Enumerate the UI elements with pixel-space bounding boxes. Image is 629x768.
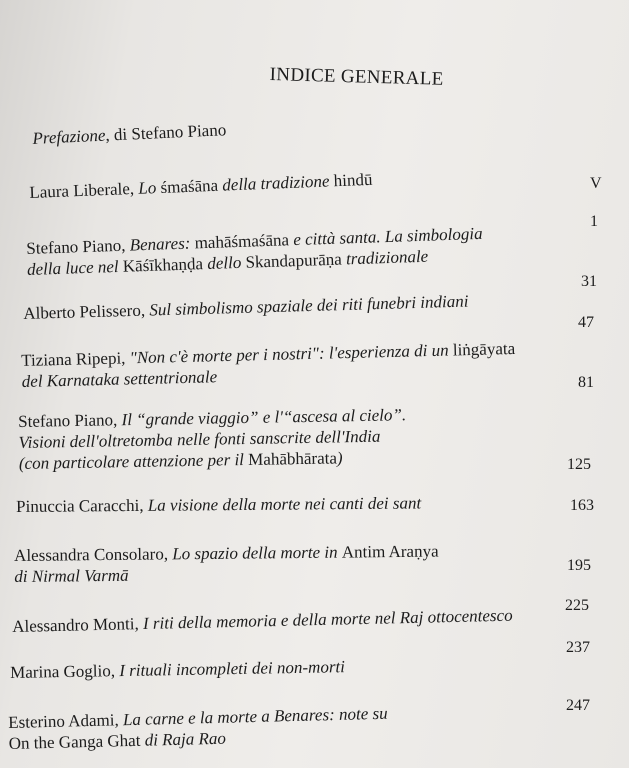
entry-title: Mahābhārata — [248, 448, 338, 469]
toc-entry-goglio — [10, 656, 345, 683]
entry-title: di Nirmal Varmā — [14, 565, 129, 586]
toc-entry-consolaro — [14, 541, 439, 587]
entry-title: La carne e la morte a Benares: note su — [122, 703, 388, 730]
entry-title: del Karnataka settentrionale — [21, 367, 218, 391]
toc-entry-piano-viaggio — [18, 404, 407, 474]
entry-title: On the Ganga Ghat — [8, 730, 141, 753]
page-number: 81 — [578, 374, 594, 391]
entry-author: Alessandro Monti, — [12, 614, 144, 636]
entry-title: I riti della memoria e della morte nel Raj ottocentesco — [142, 605, 513, 634]
page-number: 195 — [567, 557, 591, 574]
page-number: 225 — [565, 597, 589, 614]
toc-entry-caracchi — [16, 492, 421, 517]
entry-title: liṅgāyata — [452, 338, 516, 360]
page-number: 31 — [581, 273, 597, 290]
entry-title: hindū — [333, 169, 373, 191]
entry-author: Marina Goglio, — [10, 661, 120, 682]
entry-author: Alberto Pelissero, — [23, 300, 150, 323]
entry-title: e città santa. La simbologia — [288, 223, 483, 250]
entry-title: mahāśmaśāna — [194, 230, 290, 253]
entry-title: I rituali incompleti dei non-morti — [119, 657, 346, 681]
entry-title: ) — [336, 448, 343, 468]
entry-author: Tiziana Ripepi, — [21, 348, 130, 370]
toc-entry-prefazione — [32, 119, 227, 149]
entry-title: Il “grande viaggio” e l'“ascesa al cielo”. — [121, 405, 407, 430]
entry-author: Pinuccia Caracchi, — [16, 495, 148, 516]
entry-author: Alessandra Consolaro, — [14, 544, 173, 565]
entry-title: Prefazione — [32, 125, 106, 148]
entry-title: Visioni dell'oltretomba nelle fonti sanscrite dell'India — [18, 426, 381, 452]
entry-title: La visione della morte nei canti dei sant — [147, 493, 422, 515]
page-number: 163 — [570, 497, 594, 514]
page-number: V — [590, 175, 602, 192]
page-number: 125 — [567, 456, 591, 473]
entry-title: , di Stefano Piano — [105, 120, 227, 145]
page-title: INDICE GENERALE — [269, 64, 444, 90]
entry-author: Stefano Piano, — [18, 410, 122, 431]
toc-entry-liberale — [29, 169, 373, 203]
entry-author: Laura Liberale, — [29, 178, 139, 202]
toc-entry-ripepi — [21, 338, 516, 392]
entry-title: Lo — [137, 177, 161, 198]
page-number: 47 — [578, 314, 594, 331]
toc-entry-monti — [12, 605, 513, 637]
entry-title: dello — [202, 252, 246, 274]
entry-title: (con particolare attenzione per il — [18, 449, 249, 473]
page-number: 1 — [590, 213, 598, 230]
page-number: 237 — [566, 639, 590, 656]
toc-entry-adami — [8, 703, 388, 754]
entry-title: della luce nel — [26, 256, 124, 279]
entry-title: tradizionale — [341, 246, 429, 269]
entry-title: della tradizione — [217, 171, 335, 195]
entry-title: di Raja Rao — [140, 728, 227, 750]
entry-title: Skandapurāṇa — [245, 249, 343, 272]
toc-entry-piano-benares — [26, 223, 484, 280]
entry-author: Stefano Piano, — [26, 235, 131, 258]
entry-title: Lo spazio della morte in — [172, 542, 342, 564]
entry-author: Esterino Adami, — [8, 710, 124, 732]
entry-title: Antim Araṇya — [341, 541, 439, 562]
entry-title: Kāśīkhaṇḍa — [122, 254, 204, 276]
entry-title: Sul simbolismo spaziale dei riti funebri indiani — [149, 291, 469, 320]
entry-title: śmaśāna — [160, 175, 219, 197]
page-number: 247 — [566, 697, 590, 714]
entry-title: Benares: — [129, 233, 195, 255]
entry-title: "Non c'è morte per i nostri": l'esperienza di un — [129, 340, 454, 368]
toc-entry-pelissero — [23, 291, 469, 324]
